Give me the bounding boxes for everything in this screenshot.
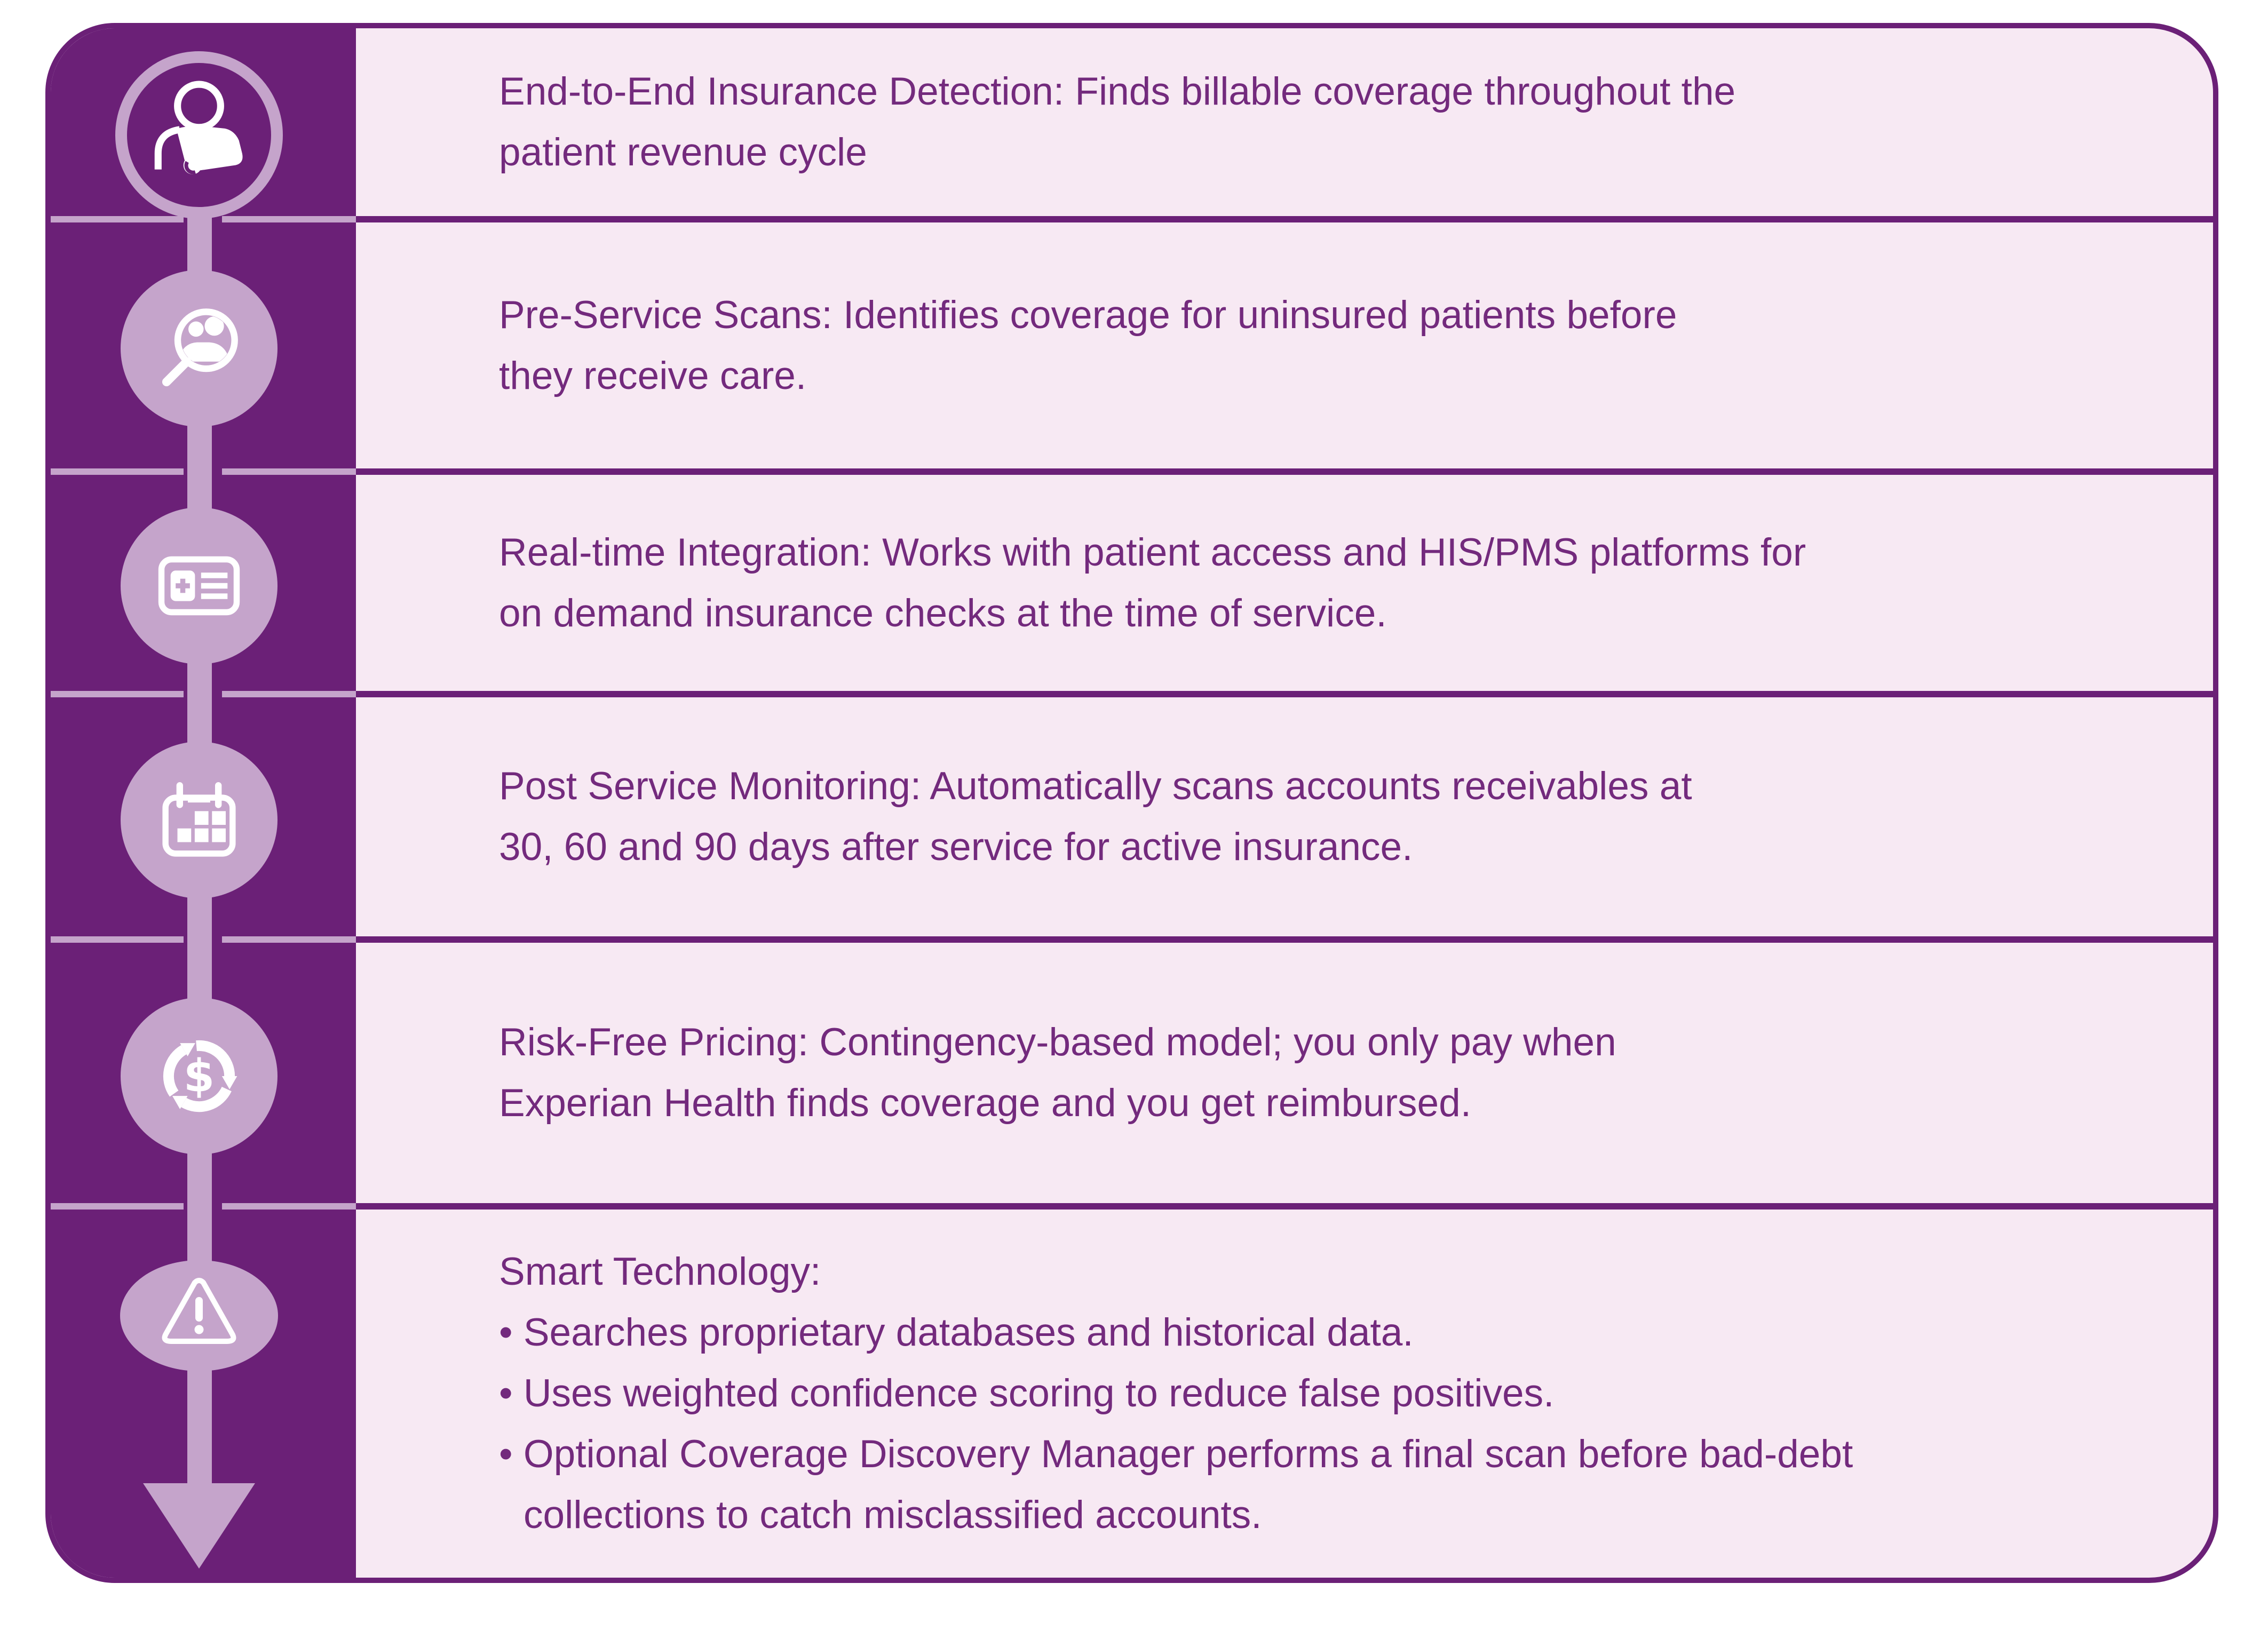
feature-bullet-continuation: collections to catch misclassified accounts.	[524, 1493, 1262, 1537]
feature-row-risk-free	[51, 943, 2213, 1210]
row-divider	[51, 936, 184, 943]
feature-line: they receive care.	[499, 354, 807, 397]
row-divider	[222, 936, 356, 943]
timeline-node	[120, 1260, 278, 1371]
row-divider	[51, 468, 184, 475]
row-divider	[51, 216, 184, 222]
feature-line: End-to-End Insurance Detection: Finds billable coverage throughout the	[499, 70, 1736, 113]
timeline-node	[121, 742, 277, 898]
feature-row-post-service	[51, 697, 2213, 943]
row-divider	[222, 691, 356, 697]
dollar-recycle-icon	[146, 1023, 252, 1129]
patient-arm-in-sling-icon	[142, 78, 256, 192]
row-divider	[222, 468, 356, 475]
warning-triangle-icon	[148, 1273, 250, 1358]
feature-bullet-line: • Uses weighted confidence scoring to reduce false positives.	[499, 1372, 1555, 1415]
feature-row-end-to-end	[51, 28, 2213, 222]
feature-bullet-line: • Searches proprietary databases and historical data.	[499, 1311, 1414, 1354]
feature-row-smart-technology	[51, 1210, 2213, 1578]
insurance-card-icon	[146, 532, 252, 639]
timeline-node	[121, 507, 277, 664]
timeline-node	[121, 998, 277, 1155]
feature-line: Smart Technology:	[499, 1250, 821, 1293]
feature-line: Risk-Free Pricing: Contingency-based model; you only pay when	[499, 1021, 1616, 1064]
feature-line: Experian Health finds coverage and you get reimbursed.	[499, 1081, 1472, 1125]
people-search-magnifier-icon	[146, 295, 252, 402]
calendar-icon	[146, 767, 252, 873]
timeline-node	[121, 270, 277, 427]
feature-line: 30, 60 and 90 days after service for active insurance.	[499, 825, 1413, 869]
panel-inner	[51, 28, 2213, 1578]
feature-row-real-time	[51, 475, 2213, 697]
row-divider	[51, 1203, 184, 1210]
row-divider	[222, 1203, 356, 1210]
feature-line: patient revenue cycle	[499, 131, 867, 174]
infographic-panel	[45, 23, 2218, 1583]
row-divider	[51, 691, 184, 697]
row-divider	[222, 216, 356, 222]
feature-rows	[51, 28, 2213, 1578]
feature-bullet-line: • Optional Coverage Discovery Manager performs a final scan before bad-debt	[499, 1433, 1853, 1476]
timeline-arrow-head	[143, 1483, 255, 1569]
feature-line: on demand insurance checks at the time of service.	[499, 591, 1387, 635]
feature-line: Post Service Monitoring: Automatically scans accounts receivables at	[499, 765, 1692, 808]
dollar-glyph: $	[183, 1049, 215, 1102]
feature-line: Pre-Service Scans: Identifies coverage for uninsured patients before	[499, 293, 1677, 337]
feature-row-pre-service	[51, 222, 2213, 475]
feature-line: Real-time Integration: Works with patient access and HIS/PMS platforms for	[499, 530, 1806, 574]
timeline-node	[115, 51, 283, 219]
